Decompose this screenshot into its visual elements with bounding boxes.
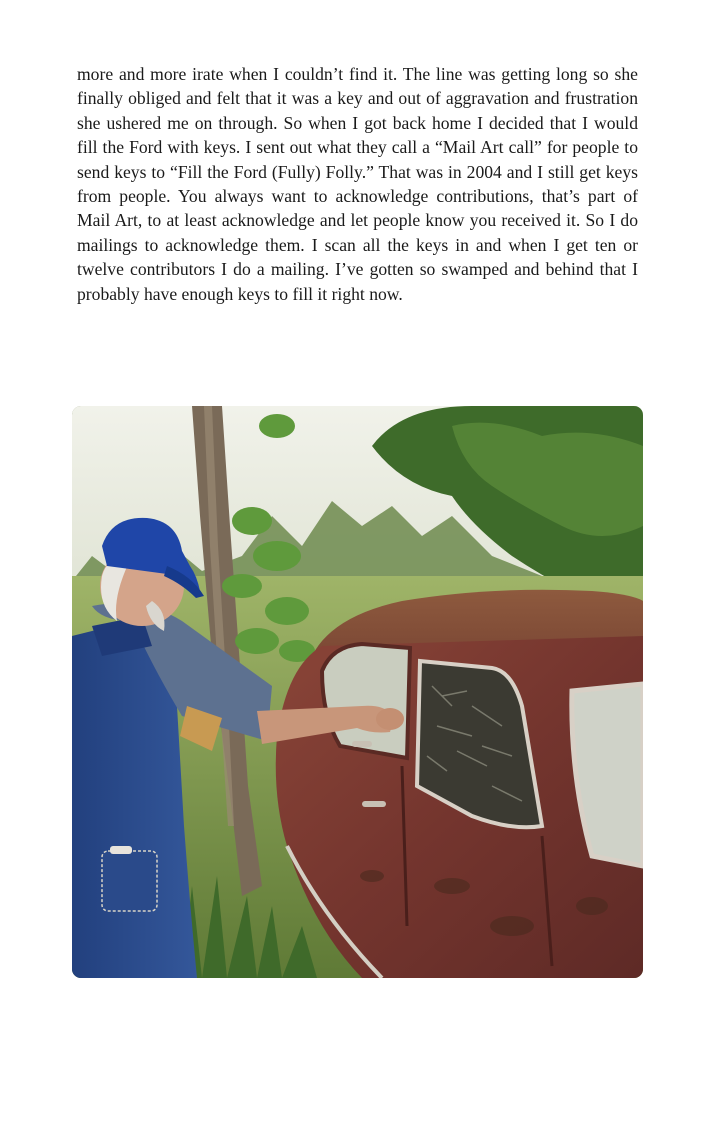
photo-man-inspecting-rusty-car [72, 406, 643, 978]
body-paragraph: more and more irate when I couldn’t find it. The line was getting long so she finally obliged and felt that it was a key and out of aggravation and frustration she ushered me on through. So when I got back home I decided that I would fill the Ford with keys. I sent out what they call a “Mail Art call” for people to send keys to “Fill the Ford (Fully) Folly.” That was in 2004 and I still get keys from people. You always want to acknowledge contributions, that’s part of Mail Art, to at least acknowledge and let people know you received it. So I do mailings to acknowledge them. I scan all the keys in and when I get ten or twelve contributors I do a mailing. I’ve gotten so swamped and behind that I probably have enough keys to fill it right now. [77, 64, 638, 304]
photo-illustration [72, 406, 643, 978]
car-window-front [322, 644, 410, 758]
man-hand [376, 708, 404, 730]
door-handle-rear [352, 741, 372, 747]
overalls-pocket [102, 851, 157, 911]
door-handle-front [362, 801, 386, 807]
